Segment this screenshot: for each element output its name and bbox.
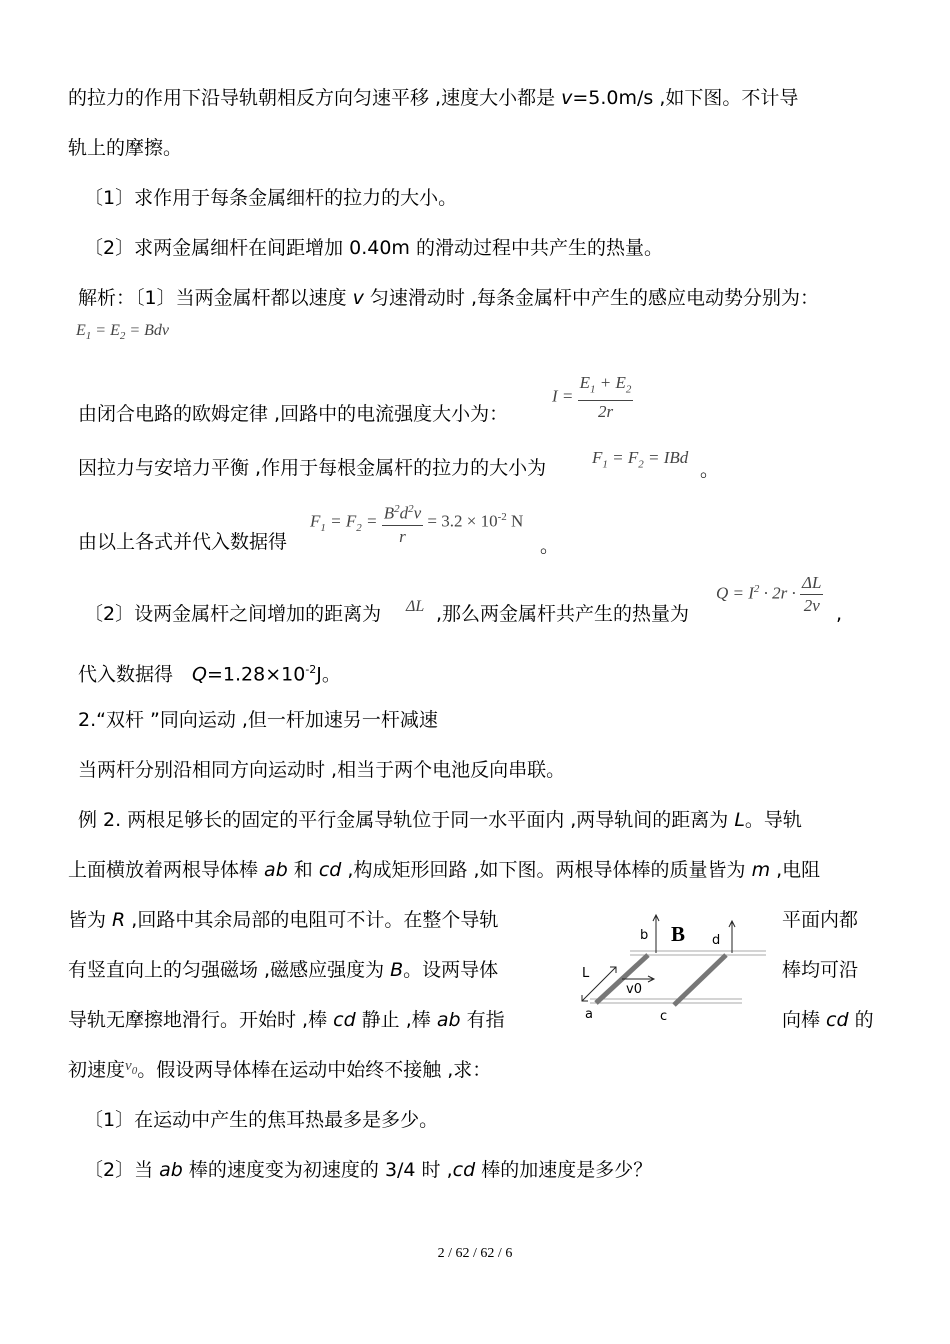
heat-line	[84, 602, 381, 626]
text-segment: 静止 ,棒	[355, 1009, 437, 1031]
text-segment: 〔2〕设两金属杆之间增加的距离为	[84, 603, 382, 625]
variable-ab: ab	[264, 859, 288, 881]
formula-part: = Bdv	[125, 322, 170, 339]
example-2-line-3-right: 平面内都	[782, 909, 859, 931]
label-b: b	[640, 928, 649, 943]
page-footer: 2 / 62 / 62 / 6	[437, 1246, 513, 1261]
variable-r: R	[112, 909, 126, 931]
text-segment: 的	[848, 1009, 874, 1031]
label-c: c	[660, 1009, 668, 1024]
variable-cd: cd	[318, 859, 342, 881]
rod-cd	[674, 955, 726, 1005]
formula-part: N	[506, 511, 524, 531]
text-segment: 上面横放着两根导体棒	[68, 859, 265, 881]
formula-part: = IBd	[643, 448, 689, 467]
text-segment: 有竖直向上的匀强磁场 ,磁感应强度为	[68, 959, 391, 981]
text-segment: =1.28×10	[206, 663, 306, 686]
variable-v: v	[561, 87, 573, 109]
example-2-line-2	[68, 858, 820, 882]
formula-v0	[125, 1058, 138, 1077]
formula-part: = 3.2 × 10	[423, 511, 498, 531]
formula-part: v	[413, 503, 422, 523]
text-segment: ,电阻	[770, 859, 821, 881]
formula-part: + E	[595, 373, 626, 392]
formula-part: =	[361, 511, 382, 531]
substitution-line: 由以上各式并代入数据得	[78, 531, 288, 553]
heat-result-line	[78, 658, 341, 686]
text-segment: 导轨无摩擦地滑行。开始时 ,棒	[68, 1009, 334, 1031]
fraction	[800, 572, 823, 617]
formula-part: Q = I	[716, 583, 754, 603]
example-2-line-6	[68, 1054, 491, 1083]
formula-sub: 2	[625, 383, 632, 396]
text-segment: =5.0m/s ,如下图。不计导	[572, 87, 799, 109]
example-2-question-1: 〔1〕在运动中产生的焦耳热最多是多少。	[84, 1109, 439, 1131]
variable-cd: cd	[333, 1009, 356, 1031]
text-segment: 因拉力与安培力平衡 ,作用于每根金属杆的拉力的大小为	[78, 457, 547, 479]
variable-v: v	[352, 287, 364, 309]
formula-sub: 0	[131, 1065, 138, 1077]
formula-part: v	[125, 1058, 132, 1074]
period: 。	[540, 535, 560, 557]
example-2-question-2	[84, 1158, 652, 1182]
variable-cd: cd	[452, 1159, 476, 1181]
formula-part: d	[399, 503, 409, 523]
formula-sup: 2	[394, 503, 400, 515]
variable-l: L	[734, 809, 745, 831]
formula-part: F	[592, 448, 603, 467]
formula-part: = F	[607, 448, 639, 467]
text-segment: 解析：〔1〕当两金属杆都以速度	[78, 287, 353, 309]
period: 。	[700, 459, 720, 481]
text-segment: 初速度	[68, 1059, 126, 1081]
formula-sub: 1	[85, 330, 92, 343]
label-v0: v0	[626, 982, 642, 997]
formula-part: E	[76, 322, 86, 339]
formula-heat	[716, 572, 823, 617]
text-segment: 。导轨	[744, 809, 802, 831]
formula-sub: 2	[356, 522, 362, 535]
formula-current	[552, 372, 633, 423]
formula-part: E	[579, 373, 591, 392]
text-segment: 例 2. 两根足够长的固定的平行金属导轨位于同一水平面内 ,两导轨间的距离为	[78, 809, 735, 831]
text-segment: ,构成矩形回路 ,如下图。两根导体棒的质量皆为	[341, 859, 752, 881]
section-heading: 2.“双杆 ”同向运动 ,但一杆加速另一杆减速	[78, 709, 438, 731]
formula-sub: 2	[638, 458, 644, 471]
comma: ,	[836, 603, 843, 625]
analysis-line	[78, 286, 819, 310]
text-segment: 有指	[460, 1009, 505, 1031]
label-field-b: B	[671, 922, 686, 946]
text-segment: 皆为	[68, 909, 113, 931]
text-segment: 的拉力的作用下沿导轨朝相反方向匀速平移 ,速度大小都是	[68, 87, 562, 109]
formula-force-result	[310, 498, 523, 548]
heat-line-cont: ,那么两金属杆共产生的热量为	[436, 603, 690, 625]
text-segment: 和	[287, 859, 319, 881]
variable-cd: cd	[826, 1009, 849, 1031]
example-2-line-1	[78, 808, 802, 832]
exponent: -2	[305, 663, 317, 676]
text-segment: 〔2〕当	[84, 1159, 160, 1181]
fraction-numerator	[382, 498, 423, 526]
variable-m: m	[751, 859, 771, 881]
force-balance-line	[78, 456, 546, 480]
text-segment: 棒的速度变为初速度的 3/4 时 ,	[182, 1159, 453, 1181]
example-2-line-4-right: 棒均可沿	[782, 959, 859, 981]
example-2-line-5-right	[782, 1008, 874, 1032]
formula-sup: -2	[497, 511, 507, 524]
text-segment: ,回路中其余局部的电阻可不计。在整个导轨	[125, 909, 499, 931]
formula-sub: 1	[590, 383, 596, 396]
text-segment: 。设两导体	[403, 959, 499, 981]
text-segment: 棒的加速度是多少？	[475, 1159, 653, 1181]
formula-emf	[76, 322, 169, 342]
label-d: d	[712, 933, 721, 948]
formula-force	[592, 448, 688, 470]
formula-part: = E	[91, 322, 120, 339]
variable-ab: ab	[436, 1009, 461, 1031]
fraction	[382, 498, 423, 548]
formula-sup: 2	[753, 582, 760, 595]
question-2: 〔2〕求两金属细杆在间距增加 0.40m 的滑动过程中共产生的热量。	[84, 237, 663, 259]
formula-sub: 2	[119, 330, 126, 343]
text-segment: J。	[316, 663, 341, 686]
example-2-line-5	[68, 1008, 505, 1032]
label-l: L	[582, 966, 590, 981]
text-line: 当两杆分别沿相同方向运动时 ,相当于两个电池反向串联。	[78, 759, 566, 781]
formula-part: F	[310, 511, 321, 531]
text-segment: 匀速滑动时 ,每条金属杆中产生的感应电动势分别为：	[363, 287, 820, 309]
rails-diagram	[570, 905, 775, 1035]
fraction-numerator: ΔL	[800, 572, 823, 595]
text-segment: 。假设两导体棒在运动中始终不接触 ,求：	[137, 1059, 492, 1081]
text-line-2: 轨上的摩擦。	[68, 137, 183, 159]
formula-part: = F	[325, 511, 357, 531]
variable-b: B	[390, 959, 404, 981]
text-line-1	[68, 86, 798, 110]
fraction-denominator: 2v	[803, 596, 820, 615]
formula-sup: 2	[408, 503, 414, 515]
fraction-denominator: 2r	[597, 402, 614, 422]
formula-delta-l: ΔL	[406, 598, 425, 615]
example-2-line-4	[68, 958, 498, 982]
fraction-numerator	[578, 372, 634, 401]
ohm-law-line: 由闭合电路的欧姆定律 ,回路中的电流强度大小为：	[78, 403, 509, 425]
formula-sub: 1	[602, 458, 608, 471]
formula-sub: 1	[320, 522, 326, 535]
variable-q: Q	[192, 663, 207, 686]
fraction	[578, 372, 634, 423]
text-segment: 向棒	[782, 1009, 827, 1031]
fraction-denominator: r	[399, 526, 406, 546]
formula-part: · 2r ·	[759, 583, 801, 603]
example-2-line-3	[68, 908, 498, 932]
formula-part: B	[383, 503, 395, 523]
formula-part: I =	[552, 386, 578, 406]
text-segment: 代入数据得	[78, 663, 193, 686]
question-1: 〔1〕求作用于每条金属细杆的拉力的大小。	[84, 187, 458, 209]
variable-ab: ab	[159, 1159, 183, 1181]
label-a: a	[585, 1007, 593, 1022]
